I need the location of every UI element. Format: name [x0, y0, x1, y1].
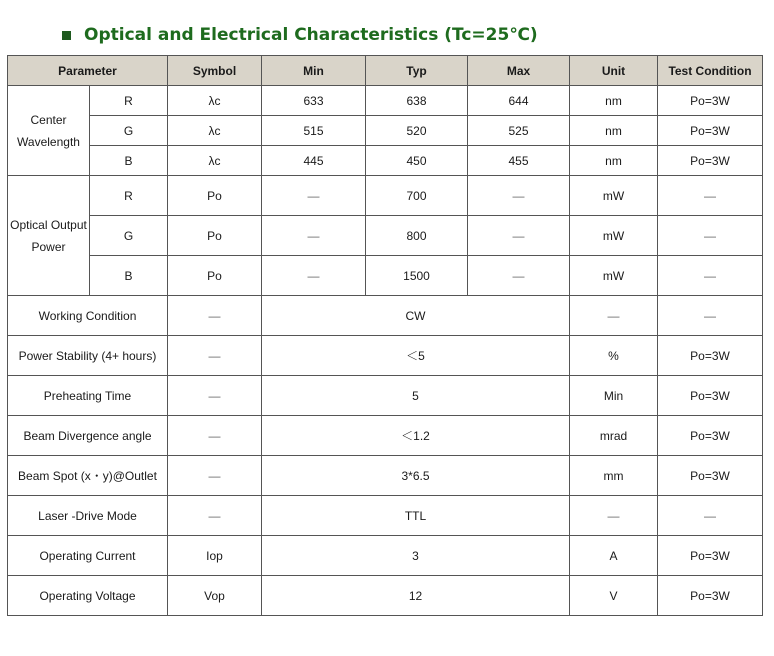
symbol-cell: λc — [168, 146, 262, 176]
unit-cell: % — [570, 336, 658, 376]
max-cell: 644 — [468, 86, 570, 116]
parameter-cell: Operating Current — [8, 536, 168, 576]
symbol-cell: Iop — [168, 536, 262, 576]
max-cell: 525 — [468, 116, 570, 146]
condition-cell: — — [658, 256, 763, 296]
condition-cell: Po=3W — [658, 416, 763, 456]
header-min: Min — [262, 56, 366, 86]
title-text: Optical and Electrical Characteristics (Tc=25℃) — [84, 25, 538, 45]
typ-cell: 1500 — [366, 256, 468, 296]
unit-cell: V — [570, 576, 658, 616]
typ-cell: 450 — [366, 146, 468, 176]
typ-cell: 638 — [366, 86, 468, 116]
min-cell: — — [262, 256, 366, 296]
unit-cell: — — [570, 496, 658, 536]
header-typ: Typ — [366, 56, 468, 86]
condition-cell: — — [658, 296, 763, 336]
unit-cell: A — [570, 536, 658, 576]
sub-label: R — [90, 176, 168, 216]
min-cell: 515 — [262, 116, 366, 146]
unit-cell: nm — [570, 86, 658, 116]
sub-label: R — [90, 86, 168, 116]
symbol-cell: Vop — [168, 576, 262, 616]
header-max: Max — [468, 56, 570, 86]
sub-label: G — [90, 216, 168, 256]
value-cell: TTL — [262, 496, 570, 536]
parameter-cell: Laser -Drive Mode — [8, 496, 168, 536]
parameter-cell: Working Condition — [8, 296, 168, 336]
parameter-cell: Beam Divergence angle — [8, 416, 168, 456]
min-cell: — — [262, 216, 366, 256]
symbol-cell: λc — [168, 86, 262, 116]
value-cell: ＜1.2 — [262, 416, 570, 456]
table-row — [8, 176, 763, 216]
unit-cell: mW — [570, 176, 658, 216]
min-cell: — — [262, 176, 366, 216]
symbol-cell: — — [168, 296, 262, 336]
header-symbol: Symbol — [168, 56, 262, 86]
symbol-cell: — — [168, 456, 262, 496]
center-wavelength-label: Center Wavelength — [8, 86, 90, 176]
table-row — [8, 216, 763, 256]
typ-cell: 700 — [366, 176, 468, 216]
condition-cell: Po=3W — [658, 576, 763, 616]
max-cell: — — [468, 176, 570, 216]
condition-cell: Po=3W — [658, 146, 763, 176]
optical-output-power-label: Optical Output Power — [8, 176, 90, 296]
parameter-cell: Operating Voltage — [8, 576, 168, 616]
unit-cell: Min — [570, 376, 658, 416]
symbol-cell: — — [168, 376, 262, 416]
value-cell: CW — [262, 296, 570, 336]
condition-cell: Po=3W — [658, 376, 763, 416]
condition-cell: Po=3W — [658, 86, 763, 116]
table-row — [8, 576, 763, 616]
table-row — [8, 86, 763, 116]
table-row — [8, 456, 763, 496]
condition-cell: Po=3W — [658, 536, 763, 576]
sub-label: G — [90, 116, 168, 146]
symbol-cell: — — [168, 416, 262, 456]
section-title — [62, 22, 538, 48]
condition-cell: Po=3W — [658, 116, 763, 146]
square-bullet-icon — [62, 31, 71, 40]
min-cell: 633 — [262, 86, 366, 116]
unit-cell: mrad — [570, 416, 658, 456]
unit-cell: — — [570, 296, 658, 336]
table-row — [8, 146, 763, 176]
condition-cell: — — [658, 216, 763, 256]
max-cell: 455 — [468, 146, 570, 176]
table-row — [8, 376, 763, 416]
header-unit: Unit — [570, 56, 658, 86]
sub-label: B — [90, 146, 168, 176]
table-row — [8, 536, 763, 576]
unit-cell: nm — [570, 146, 658, 176]
symbol-cell: λc — [168, 116, 262, 146]
table-row — [8, 116, 763, 146]
unit-cell: nm — [570, 116, 658, 146]
symbol-cell: Po — [168, 256, 262, 296]
condition-cell: Po=3W — [658, 336, 763, 376]
unit-cell: mm — [570, 456, 658, 496]
sub-label: B — [90, 256, 168, 296]
parameter-cell: Power Stability (4+ hours) — [8, 336, 168, 376]
value-cell: 3 — [262, 536, 570, 576]
symbol-cell: — — [168, 336, 262, 376]
characteristics-table — [7, 55, 763, 616]
symbol-cell: — — [168, 496, 262, 536]
min-cell: 445 — [262, 146, 366, 176]
symbol-cell: Po — [168, 216, 262, 256]
typ-cell: 520 — [366, 116, 468, 146]
symbol-cell: Po — [168, 176, 262, 216]
table-row — [8, 256, 763, 296]
condition-cell: — — [658, 496, 763, 536]
condition-cell: Po=3W — [658, 456, 763, 496]
table-row — [8, 296, 763, 336]
typ-cell: 800 — [366, 216, 468, 256]
value-cell: ＜5 — [262, 336, 570, 376]
parameter-cell: Beam Spot (x・y)@Outlet — [8, 456, 168, 496]
unit-cell: mW — [570, 256, 658, 296]
unit-cell: mW — [570, 216, 658, 256]
header-test-condition: Test Condition — [658, 56, 763, 86]
value-cell: 3*6.5 — [262, 456, 570, 496]
table-row — [8, 496, 763, 536]
value-cell: 5 — [262, 376, 570, 416]
table-row — [8, 416, 763, 456]
condition-cell: — — [658, 176, 763, 216]
header-row — [8, 56, 763, 86]
parameter-cell: Preheating Time — [8, 376, 168, 416]
value-cell: 12 — [262, 576, 570, 616]
table-row — [8, 336, 763, 376]
max-cell: — — [468, 256, 570, 296]
max-cell: — — [468, 216, 570, 256]
header-parameter: Parameter — [8, 56, 168, 86]
